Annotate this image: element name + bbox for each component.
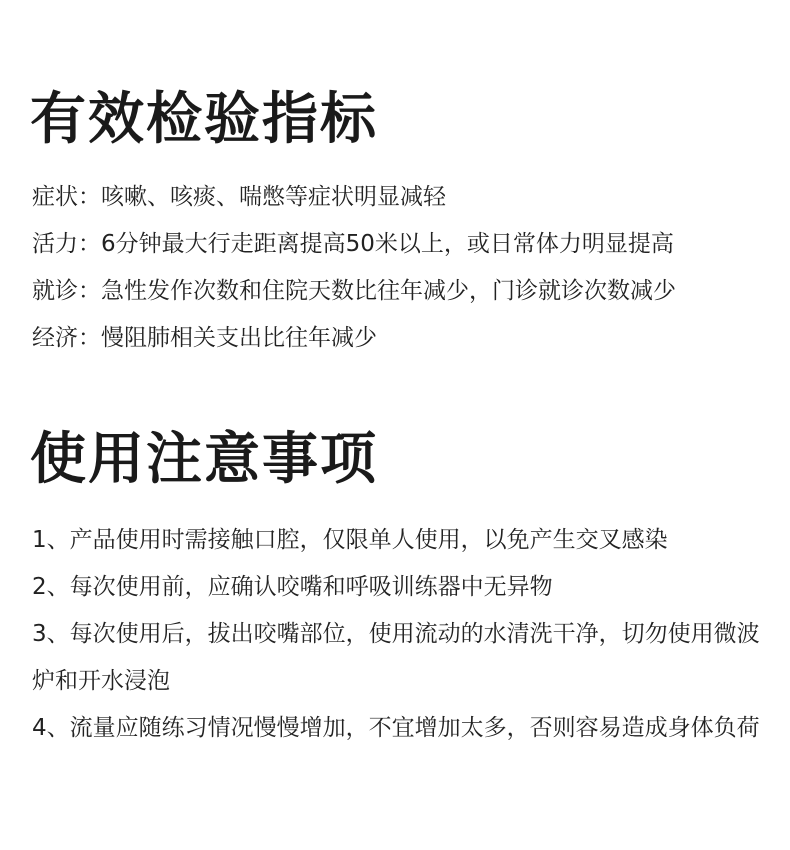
indicator-label: 就诊 [32,278,78,304]
indicator-item-visits [32,268,676,315]
precaution-item-4 [32,705,760,752]
section-title-indicators: 有效检验指标 [30,87,378,152]
precaution-text: 流量应随练习情况慢慢增加，不宜增加太多，否则容易造成身体负荷 [69,715,760,741]
precaution-number: 4、 [32,715,70,741]
indicator-separator: ： [78,325,101,351]
precaution-list [32,517,760,752]
indicator-label: 症状 [32,184,78,210]
indicator-label: 活力 [32,231,78,257]
indicator-text: 咳嗽、咳痰、喘憋等症状明显减轻 [101,184,446,210]
indicator-text: 6分钟最大行走距离提高50米以上，或日常体力明显提高 [101,231,674,257]
precaution-item-2 [32,564,760,611]
precaution-item-3 [32,611,760,705]
precaution-text: 产品使用时需接触口腔，仅限单人使用，以免产生交叉感染 [69,527,668,553]
indicator-separator: ： [78,231,101,257]
indicator-list [32,174,676,362]
indicator-text: 急性发作次数和住院天数比往年减少，门诊就诊次数减少 [101,278,676,304]
indicator-item-symptoms [32,174,676,221]
indicator-item-vitality [32,221,676,268]
indicator-separator: ： [78,278,101,304]
precaution-number: 1、 [32,527,70,553]
precaution-number: 2、 [32,574,70,600]
section-title-precautions: 使用注意事项 [30,427,378,492]
precaution-number: 3、 [32,621,70,647]
precaution-item-1 [32,517,760,564]
indicator-item-economy [32,315,676,362]
indicator-label: 经济 [32,325,78,351]
indicator-separator: ： [78,184,101,210]
indicator-text: 慢阻肺相关支出比往年减少 [101,325,377,351]
precaution-text: 每次使用前，应确认咬嘴和呼吸训练器中无异物 [69,574,553,600]
precaution-text: 每次使用后，拔出咬嘴部位，使用流动的水清洗干净，切勿使用微波炉和开水浸泡 [32,621,760,694]
